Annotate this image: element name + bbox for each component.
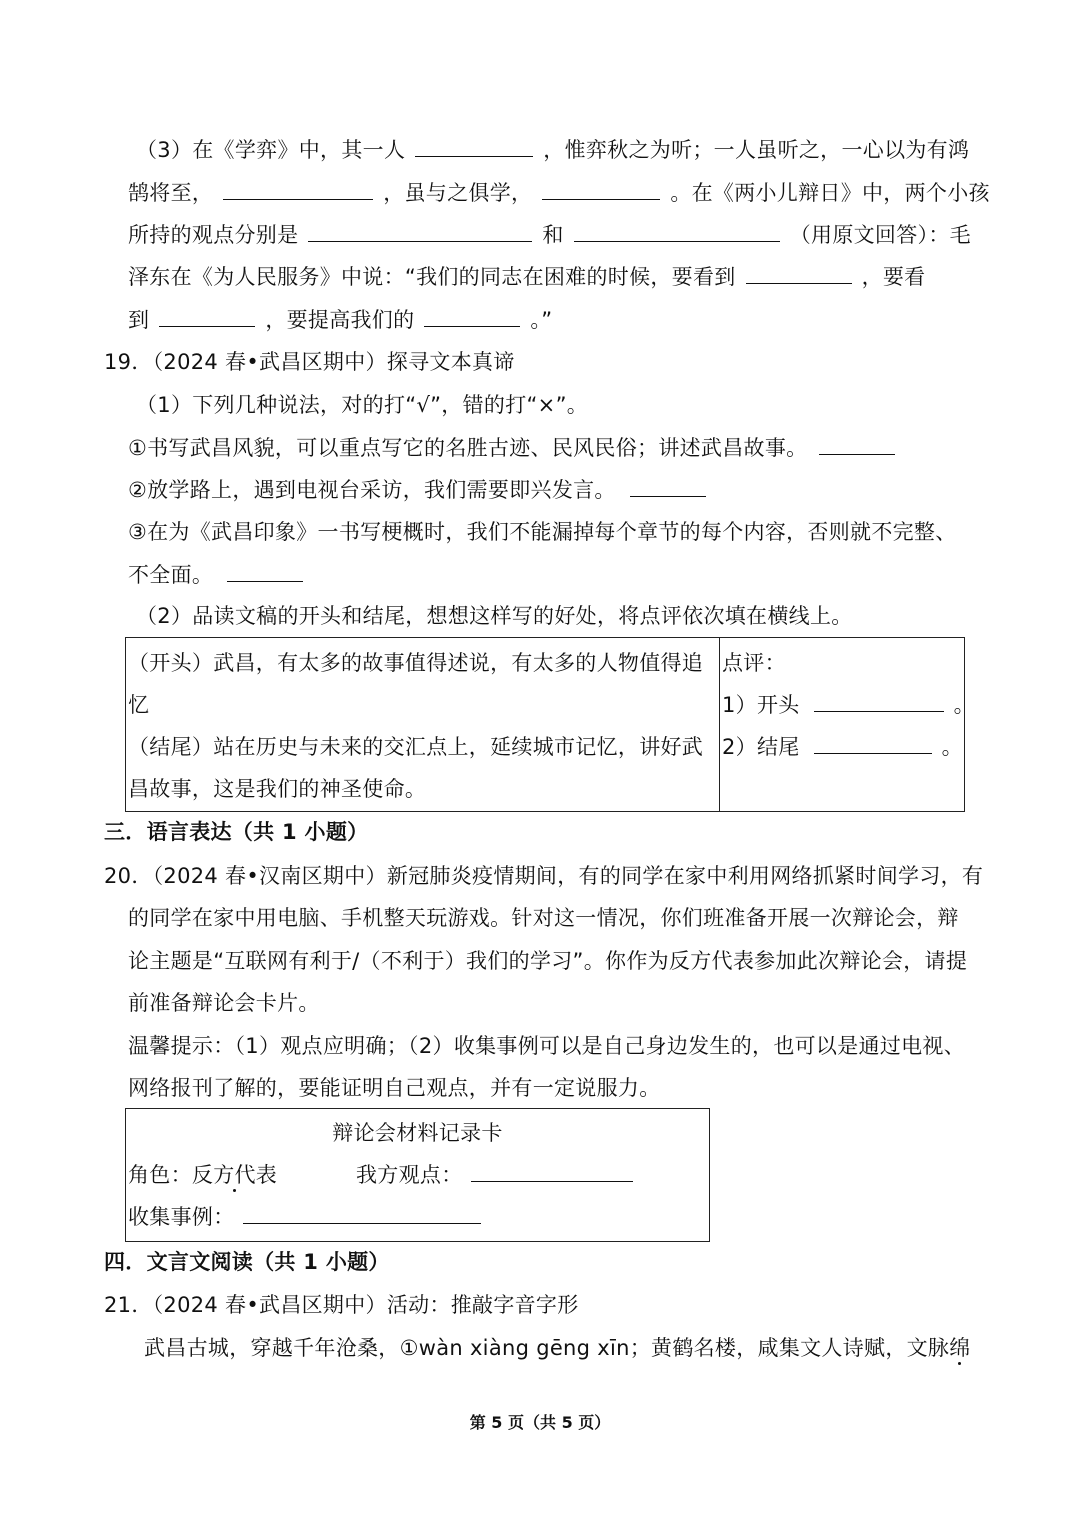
debate-card-title: 辩论会材料记录卡 <box>332 1121 503 1145</box>
q20-tip-line-2: 网络报刊了解的，要能证明自己观点，并有一定说服力。 <box>128 1076 661 1100</box>
table-ending-line-2: 昌故事，这是我们的神圣使命。 <box>128 777 427 801</box>
answer-blank[interactable] <box>814 733 932 754</box>
q21-line-1: 武昌古城，穿越千年沧桑，①wàn xiàng gēng xīn；黄鹤名楼，咸集文人诗赋，文脉绵 <box>144 1336 971 1360</box>
table-opening-line-1: （开头）武昌，有太多的故事值得述说，有太多的人物值得追 <box>128 651 704 675</box>
q19-item-3-line-2: 不全面。 <box>128 560 313 590</box>
q20-line-4: 前准备辩论会卡片。 <box>128 991 320 1015</box>
table-ending-line-1: （结尾）站在历史与未来的交汇点上，延续城市记忆，讲好武 <box>128 735 704 759</box>
viewpoint-blank[interactable] <box>471 1161 633 1182</box>
q18-line-4: 泽东在《为人民服务》中说：“我们的同志在困难的时候，要看到 ，要看 <box>128 265 926 289</box>
answer-blank[interactable] <box>814 691 944 712</box>
table-comment-title: 点评： <box>722 651 786 675</box>
q19-part2-instruction: （2）品读文稿的开头和结尾，想想这样写的好处，将点评依次填在横线上。 <box>136 604 853 628</box>
answer-blank[interactable] <box>223 179 373 200</box>
answer-blank[interactable] <box>819 434 895 455</box>
debate-card-role: 角色：反方代表 <box>128 1163 278 1187</box>
examples-blank[interactable] <box>243 1203 481 1224</box>
answer-blank[interactable] <box>424 306 520 327</box>
answer-blank[interactable] <box>308 221 532 242</box>
q18-line-1: （3）在《学弈》中，其一人 ，惟弈秋之为听；一人虽听之，一心以为有鸿 <box>136 138 970 162</box>
q19-item-2: ②放学路上，遇到电视台采访，我们需要即兴发言。 <box>128 475 716 505</box>
answer-blank[interactable] <box>159 306 255 327</box>
q19-title: 19．（2024 春•武昌区期中）探寻文本真谛 <box>104 350 515 374</box>
debate-card-viewpoint: 我方观点： <box>356 1160 643 1190</box>
answer-blank[interactable] <box>574 221 780 242</box>
q18-line-2: 鹄将至， ，虽与之俱学， 。在《两小儿辩日》中，两个小孩 <box>128 181 990 205</box>
table-comment-opening: 1）开头 。 <box>722 693 975 717</box>
q18-line-5: 到 ，要提高我们的 。” <box>128 308 553 332</box>
q19-item-1: ①书写武昌风貌，可以重点写它的名胜古迹、民风民俗；讲述武昌故事。 <box>128 433 905 463</box>
table-comment-ending: 2）结尾 。 <box>722 735 963 759</box>
q20-tip-line-1: 温馨提示：（1）观点应明确；（2）收集事例可以是自己身边发生的，也可以是通过电视、 <box>128 1034 966 1058</box>
table-divider <box>719 637 720 812</box>
q18-line-3: 所持的观点分别是 和 （用原文回答）：毛 <box>128 223 971 247</box>
answer-blank[interactable] <box>227 561 303 582</box>
answer-blank[interactable] <box>630 476 706 497</box>
q20-line-3: 论主题是“互联网有利于/（不利于）我们的学习”。你作为反方代表参加此次辩论会，请提 <box>128 949 968 973</box>
q19-part1-instruction: （1）下列几种说法，对的打“√”，错的打“×”。 <box>136 393 589 417</box>
debate-card-examples: 收集事例： <box>128 1202 491 1232</box>
q20-line-1: 20．（2024 春•汉南区期中）新冠肺炎疫情期间，有的同学在家中利用网络抓紧时间学习，有 <box>104 864 984 888</box>
page-footer: 第 5 页（共 5 页） <box>469 1413 611 1432</box>
q21-title: 21．（2024 春•武昌区期中）活动：推敲字音字形 <box>104 1293 579 1317</box>
q19-item-3-line-1: ③在为《武昌印象》一书写梗概时，我们不能漏掉每个章节的每个内容，否则就不完整、 <box>128 520 957 544</box>
section-4-heading: 四．文言文阅读（共 1 小题） <box>104 1250 390 1274</box>
q20-line-2: 的同学在家中用电脑、手机整天玩游戏。针对这一情况，你们班准备开展一次辩论会，辩 <box>128 906 959 930</box>
answer-blank[interactable] <box>746 263 852 284</box>
section-3-heading: 三．语言表达（共 1 小题） <box>104 820 369 844</box>
answer-blank[interactable] <box>542 179 660 200</box>
table-opening-line-2: 忆 <box>128 693 150 717</box>
answer-blank[interactable] <box>415 136 533 157</box>
